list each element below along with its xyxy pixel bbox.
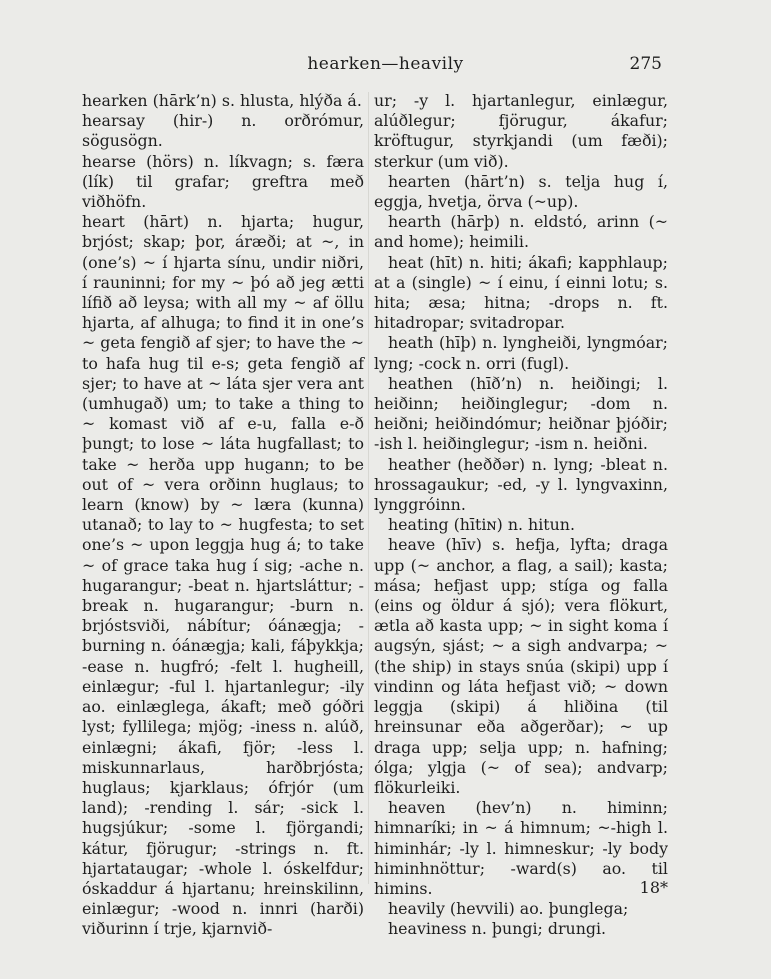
running-title: hearken—heavily	[307, 54, 464, 74]
entry-hearsay: hearsay (hir-) n. orðrómur, sögusögn.	[82, 111, 364, 151]
left-column	[82, 91, 364, 940]
signature-mark: 18*	[639, 878, 668, 897]
entry-hearten: hearten (hārt’n) s. telja hug í, eggja, hvetja, örva (~up).	[374, 171, 668, 212]
entry-heave: heave (hīv) s. hefja, lyfta; draga upp (~ anchor, a flag, a sail); kasta; mása; hefjast upp; stíga og falla (eins og öldur á sjó); vera flökurt, ætla að kasta upp; ~ in sight koma í augsýn, sjást; ~ a sigh andvarpa; ~ (the ship) in stays snúa (skipi) upp í vindinn og láta hefjast við; ~ down leggja (skipi) á hliðina (til hreinsunar eða aðgerðar); ~ up draga upp; selja upp; n. hafning; ólga; ylgja (~ of sea); andvarp; flökurleiki.	[374, 535, 668, 797]
entry-heaviness: heaviness n. þungi; drungi.	[388, 919, 607, 939]
entry-hearth: hearth (hārþ) n. eldstó, arinn (~ and home); heimili.	[374, 212, 668, 252]
right-column	[374, 91, 668, 940]
entry-heart: heart (hārt) n. hjarta; hugur, brjóst; skap; þor, áræði; at ~, in (one’s) ~ í hjarta sínu, undir niðri, í rauninni; for my ~ þó að jeg ætti lífið að leysa; with all my ~ af öllu hjarta, af alhuga; to find it in one’s ~ geta fengið af sjer; to have the ~ to hafa hug til e-s; geta fengið af sjer; to have at ~ láta sjer vera ant (umhugað) um; to take a thing to ~ komast við af e-u, falla e-ð þungt; to lose ~ láta hugfallast; to take ~ herða upp hugann; to be out of ~ vera orðinn huglaus; to learn (know) by ~ læra (kunna) utanað; to lay to ~ hugfesta; to set one’s ~ upon leggja hug á; to take ~ of grace taka hug í sig; -ache n. hugarangur; -beat n. hjartsláttur; -break n. hugarangur; -burn n. brjóstsviði, nábítur; óánægja; -burning n. óánægja; kali, fáþykkja; -ease n. hugfró; -felt l. hugheill, einlægur; -ful l. hjartanlegur; -ily ao. einlæglega, ákaft; með góðri lyst; fyllilega; mjög; -iness n. alúð, einlægni; ákafi, fjör; -less l. miskunnarlaus, harðbrjósta; huglaus; kjarklaus; ófrjór (um land); -rending l. sár; -sick l. hugsjúkur; -some l. fjörgandi; kátur, fjörugur; -strings n. ft. hjartataugar; -whole l. óskelfdur; óskaddur á hjartanu; hreinskilinn, einlægur; -wood n. innri (harði) viðurinn í trje, kjarnvið-	[82, 212, 364, 939]
page-number: 275	[629, 54, 662, 74]
entry-heating: heating (hītiɴ) n. hitun.	[388, 515, 575, 535]
entry-heaven: heaven (hev’n) n. himinn; himnaríki; in ~ á himnum; ~-high l. himinhár; -ly l. himneskur; -ly body himinhnöttur; -ward(s) ao. til himins.	[374, 798, 668, 898]
entry-heather: heather (heððər) n. lyng; -bleat n. hrossagaukur; -ed, -y l. lyngvaxinn, lynggróinn.	[374, 454, 668, 515]
entry-hearse: hearse (hörs) n. líkvagn; s. færa (lík) til grafar; greftra með viðhöfn.	[82, 151, 364, 212]
entry-hearken-heart: hearken (hārk’n) s. hlusta, hlýða á.	[82, 91, 362, 110]
column-divider	[368, 92, 369, 884]
entry-heart-continued: ur; -y l. hjartanlegur, einlægur, alúðlegur; fjörugur, ákafur; kröftugur, styrkjandi (um fæði); sterkur (um við).	[374, 91, 668, 171]
entry-heavily: heavily (hevvili) ao. þunglega;	[388, 899, 629, 919]
entry-heat: heat (hīt) n. hiti; ákafi; kapphlaup; at a (single) ~ í einu, í einni lotu; s. hita; æsa; hitna; -drops n. ft. hitadropar; svitadropar.	[374, 252, 668, 333]
entry-heath: heath (hīþ) n. lyngheiði, lyngmóar; lyng; -cock n. orri (fugl).	[374, 333, 668, 373]
entry-heathen: heathen (hīð’n) n. heiðingi; l. heiðinn; heiðinglegur; -dom n. heiðni; heiðindómur; heiðnar þjóðir; -ish l. heiðinglegur; -ism n. heiðni.	[374, 373, 668, 454]
